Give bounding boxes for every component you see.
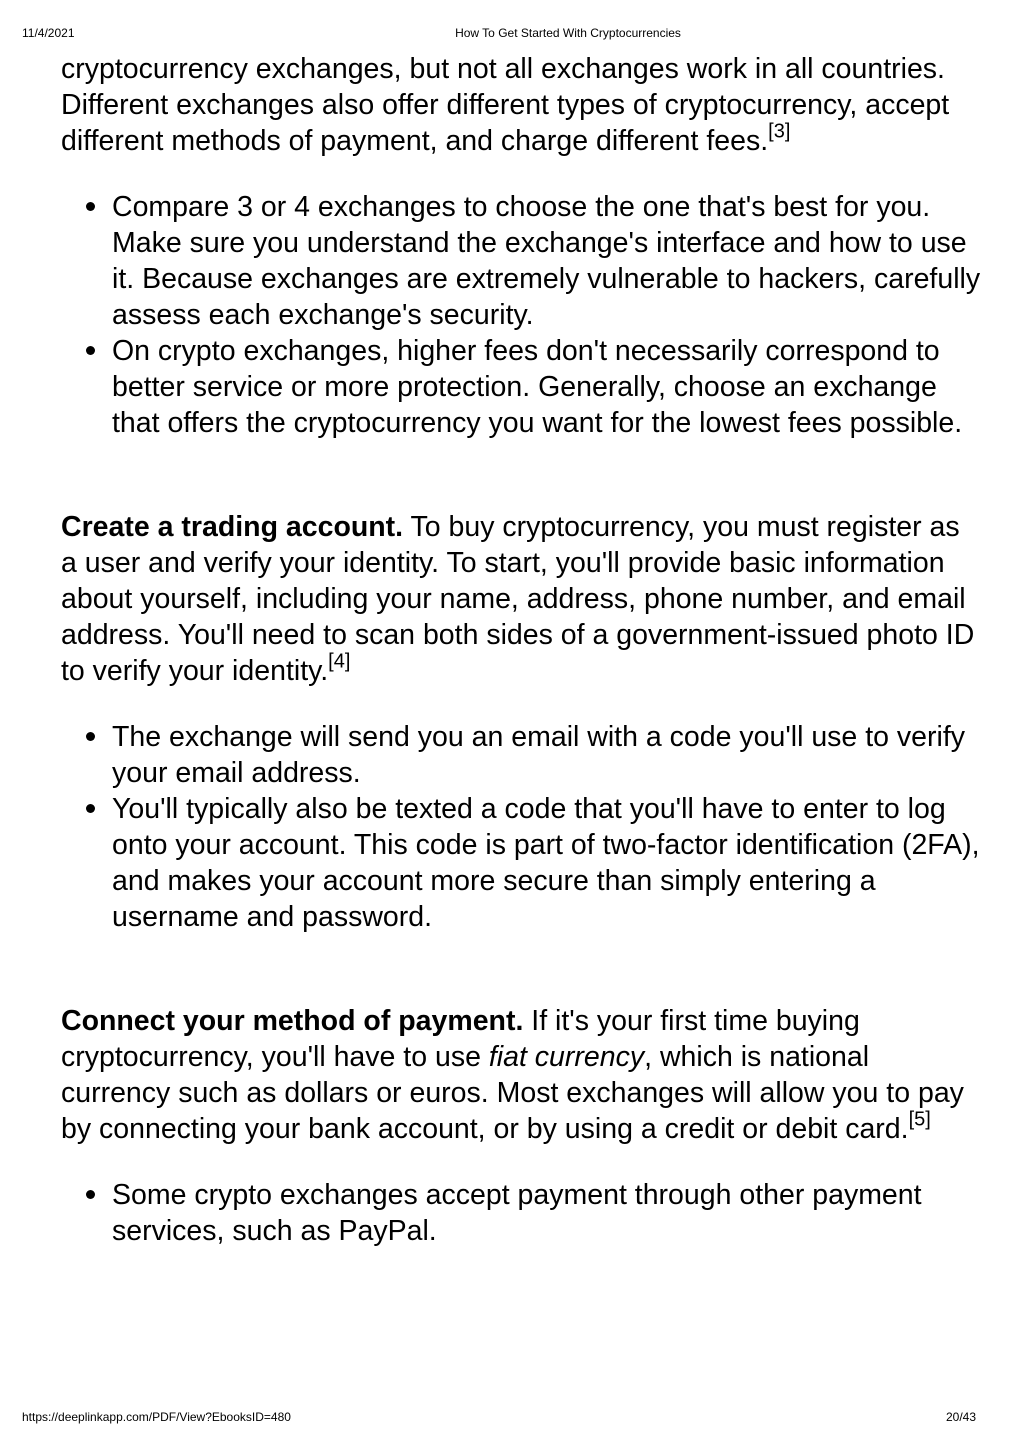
bullet-icon [86,732,95,741]
bullet-list [61,189,981,441]
list-item [112,1177,981,1249]
paragraph-exchanges [61,51,981,159]
list-item-text: Compare 3 or 4 exchanges to choose the one that's best for you. Make sure you understand the exchange's interface and how to use it. Because exchanges are extremely vulnerable to hackers, carefully assess each exchange's security. [112,191,981,331]
paragraph-payment-method [61,1003,981,1147]
footer-page-number: 20/43 [945,1410,976,1424]
reference-link[interactable]: [5] [908,1108,931,1131]
bullet-list [61,719,981,935]
list-item [112,719,981,791]
list-item-text: You'll typically also be texted a code that you'll have to enter to log onto your account. This code is part of two-factor identification (2FA), and makes your account more secure than simply entering a username and password. [112,793,980,933]
paragraph-text: cryptocurrency exchanges, but not all exchanges work in all countries. Different exchanges also offer different types of cryptocurrency, accept different methods of payment, and charge different fees. [61,53,950,157]
bullet-list [61,1177,981,1249]
reference-link[interactable]: [3] [768,120,791,143]
paragraph-text: If it's your first time buying cryptocurrency, you'll have to use [61,1005,860,1073]
list-item [112,791,981,935]
reference-link[interactable]: [4] [328,650,351,673]
paragraph-text: To buy cryptocurrency, you must register as a user and verify your identity. To start, you'll provide basic information about yourself, including your name, address, phone number, and email address. You'll need to scan both sides of a government-issued photo ID to verify your identity. [61,511,975,687]
paragraph-trading-account [61,509,981,689]
emphasis-term: fiat currency [488,1041,645,1073]
bullet-icon [86,804,95,813]
bullet-icon [86,1190,95,1199]
step-heading: Connect your method of payment. [61,1005,524,1037]
list-item [112,333,981,441]
paragraph-text: , which is national currency such as dollars or euros. Most exchanges will allow you to pay by connecting your bank account, or by using a credit or debit card. [61,1041,964,1145]
list-item-text: On crypto exchanges, higher fees don't necessarily correspond to better service or more protection. Generally, choose an exchange that offers the cryptocurrency you want for the lowest fees possible. [112,335,963,439]
list-item [112,189,981,333]
page-content [61,51,981,1249]
header-date: 11/4/2021 [22,26,75,40]
step-heading: Create a trading account. [61,511,404,543]
bullet-icon [86,202,95,211]
list-item-text: Some crypto exchanges accept payment through other payment services, such as PayPal. [112,1179,922,1247]
footer-url: https://deeplinkapp.com/PDF/View?EbooksID=480 [22,1410,291,1424]
list-item-text: The exchange will send you an email with a code you'll use to verify your email address. [112,721,965,789]
header-title: How To Get Started With Cryptocurrencies [455,26,681,40]
bullet-icon [86,346,95,355]
